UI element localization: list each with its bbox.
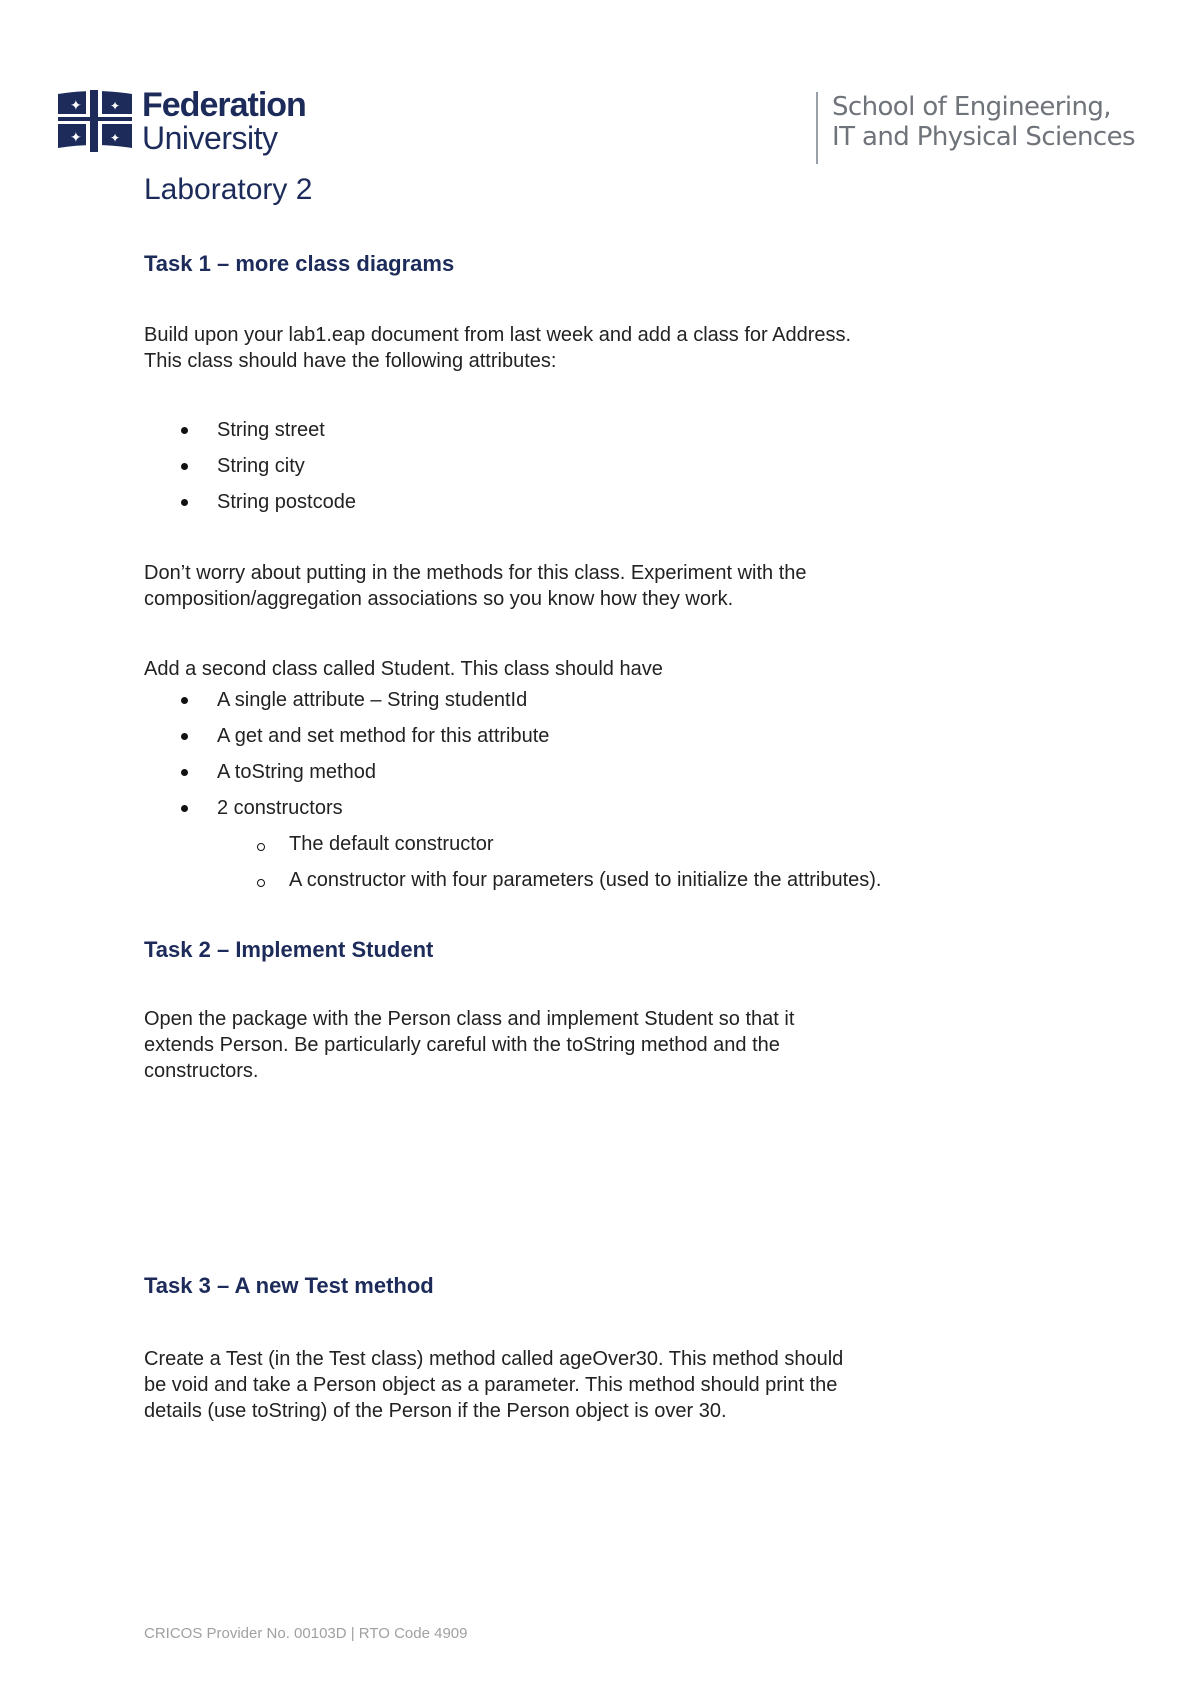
list-item [144, 718, 1044, 754]
list-item-text: A toString method [217, 761, 376, 783]
task-3-heading: Task 3 – A new Test method [144, 1273, 434, 1298]
task-3-body [144, 1346, 1044, 1424]
student-requirements-list [144, 682, 1044, 826]
text-line: constructors. [144, 1060, 259, 1082]
list-item-text: A get and set method for this attribute [217, 725, 550, 747]
task-2-body [144, 1006, 1044, 1084]
svg-text:✦: ✦ [110, 99, 121, 113]
bullet-icon [181, 805, 188, 812]
bullet-icon [181, 499, 188, 506]
text-line: Open the package with the Person class and implement Student so that it [144, 1008, 795, 1030]
text-line: Add a second class called Student. This class should have [144, 658, 663, 680]
text-line: be void and take a Person object as a parameter. This method should print the [144, 1374, 838, 1396]
bullet-icon [181, 697, 188, 704]
flag-logo-icon [56, 88, 134, 154]
list-item [144, 790, 1044, 826]
circle-bullet-icon [257, 879, 265, 887]
list-item-text: String city [217, 455, 305, 477]
list-item [144, 862, 1044, 898]
address-attributes-list [144, 412, 1044, 520]
school-name [816, 92, 1135, 164]
text-line: This class should have the following attributes: [144, 350, 557, 372]
text-line: composition/aggregation associations so you know how they work. [144, 588, 734, 610]
text-line: Don’t worry about putting in the methods for this class. Experiment with the [144, 562, 807, 584]
list-item [144, 448, 1044, 484]
page-title: Laboratory 2 [144, 173, 313, 206]
footer-cricos: CRICOS Provider No. 00103D | RTO Code 4909 [144, 1625, 468, 1642]
list-item [144, 484, 1044, 520]
list-item [144, 412, 1044, 448]
bullet-icon [181, 463, 188, 470]
svg-text:✦: ✦ [70, 98, 82, 114]
school-line-1: School of Engineering, [832, 92, 1111, 122]
federation-university-logo [56, 88, 306, 154]
list-item-text: A single attribute – String studentId [217, 689, 528, 711]
student-intro [144, 656, 1044, 682]
text-line: extends Person. Be particularly careful with the toString method and the [144, 1034, 780, 1056]
bullet-icon [181, 427, 188, 434]
list-item-text: A constructor with four parameters (used to initialize the attributes). [289, 869, 882, 891]
list-item-text: The default constructor [289, 833, 494, 855]
text-line: details (use toString) of the Person if the Person object is over 30. [144, 1400, 727, 1422]
task-1-intro [144, 322, 1044, 374]
constructors-sublist [144, 826, 1044, 898]
list-item [144, 826, 1044, 862]
list-item-text: 2 constructors [217, 797, 343, 819]
document-body [144, 170, 1044, 1424]
circle-bullet-icon [257, 843, 265, 851]
text-line: Build upon your lab1.eap document from last week and add a class for Address. [144, 324, 852, 346]
task-2-heading: Task 2 – Implement Student [144, 937, 434, 962]
logo-line-1: Federation [142, 86, 306, 124]
school-line-2: IT and Physical Sciences [832, 122, 1135, 152]
svg-text:✦: ✦ [110, 131, 121, 145]
svg-text:✦: ✦ [70, 130, 82, 146]
logo-line-2: University [142, 120, 278, 156]
task-1-note [144, 560, 1044, 612]
logo-wordmark [142, 88, 306, 154]
task-1-heading: Task 1 – more class diagrams [144, 251, 455, 276]
list-item [144, 682, 1044, 718]
text-line: Create a Test (in the Test class) method called ageOver30. This method should [144, 1348, 844, 1370]
list-item-text: String street [217, 419, 325, 441]
bullet-icon [181, 733, 188, 740]
list-item [144, 754, 1044, 790]
bullet-icon [181, 769, 188, 776]
list-item-text: String postcode [217, 491, 356, 513]
